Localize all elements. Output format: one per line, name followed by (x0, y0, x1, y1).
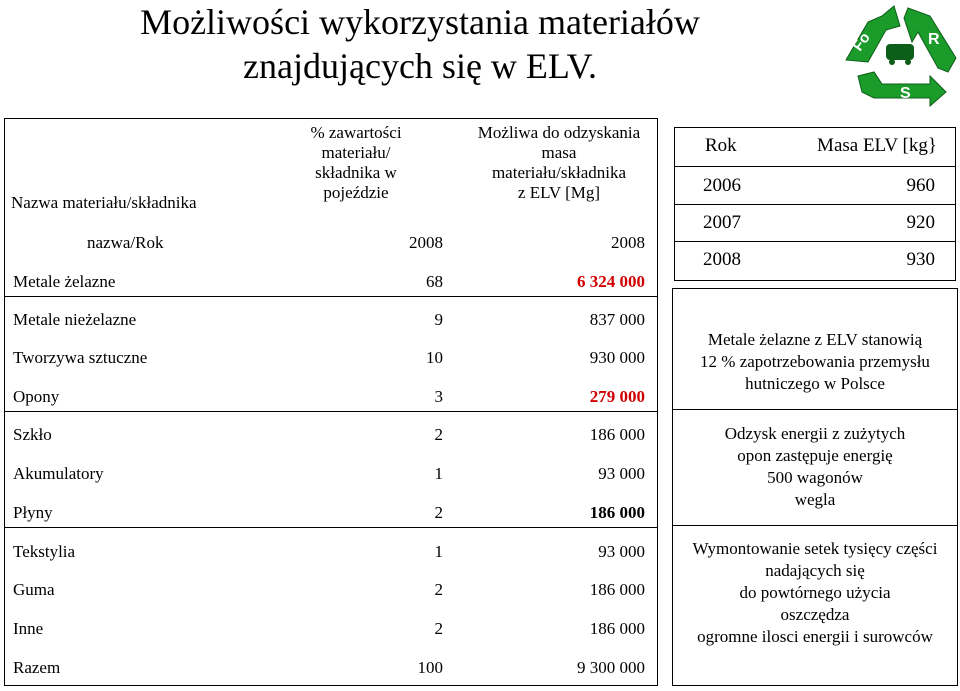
header-recoverable-mass: Możliwa do odzyskania masa materiału/składnika z ELV [Mg] (477, 123, 641, 202)
row-pct: 9 (434, 310, 443, 329)
elv-year: 2008 (703, 249, 741, 270)
car-icon (886, 44, 914, 60)
row-mass: 93 000 (598, 542, 645, 561)
row-mass: 837 000 (589, 310, 645, 329)
row-mass: 9 300 000 (577, 658, 645, 677)
row-pct: 3 (434, 387, 443, 406)
row-pct: 2 (434, 503, 443, 522)
elv-row (675, 205, 955, 241)
elv-mass: 960 (906, 175, 935, 196)
divider (5, 411, 657, 412)
row-name: Razem (13, 658, 61, 677)
divider (675, 166, 955, 167)
row-name: Guma (13, 580, 55, 599)
row-name: Tekstylia (13, 542, 76, 561)
row-name: Akumulatory (13, 464, 104, 483)
row-pct: 2 (434, 425, 443, 444)
fors-recycling-logo (838, 2, 960, 108)
note-ferrous-metals: Metale żelazne z ELV stanowią 12 % zapotrzebowania przemysłu hutniczego w Polsce (700, 330, 930, 393)
row-pct: 68 (426, 272, 443, 291)
row-mass: 930 000 (589, 348, 645, 367)
row-name: Płyny (13, 503, 53, 522)
row-mass: 186 000 (589, 580, 645, 599)
elv-year: 2006 (703, 175, 741, 196)
row-mass: 186 000 (589, 425, 645, 444)
elv-mass-table (674, 127, 956, 281)
row-mass: 279 000 (589, 387, 645, 406)
note-parts-reuse: Wymontowanie setek tysięcy części nadających się do powtórnego użycia oszczędza ogromne ilosci energii i surowców (692, 539, 938, 646)
row-mass: 93 000 (598, 464, 645, 483)
materials-table (4, 118, 658, 686)
note-tire-energy: Odzysk energii z zużytych opon zastępuje energię 500 wagonów wegla (724, 424, 906, 509)
divider (673, 409, 957, 410)
elv-header-row (675, 128, 955, 164)
logo-letter-fo: Fo (849, 29, 874, 55)
row-name: Szkło (13, 425, 52, 444)
logo-letter-r: R (928, 31, 940, 48)
slide-title (0, 0, 840, 88)
subheader-year-mass: 2008 (611, 233, 645, 252)
notes-box (672, 288, 958, 686)
row-pct: 2 (434, 619, 443, 638)
row-name: Metale nieżelazne (13, 310, 137, 329)
header-material-name: Nazwa materiału/składnika (11, 193, 197, 212)
elv-header-mass: Masa ELV [kg} (817, 135, 937, 156)
divider (5, 527, 657, 528)
divider (673, 525, 957, 526)
elv-row (675, 168, 955, 204)
row-pct: 100 (417, 658, 443, 677)
row-pct: 10 (426, 348, 443, 367)
title-line-2: znajdujących się w ELV. (243, 46, 597, 86)
logo-letter-s: S (900, 85, 911, 102)
row-name: Tworzywa sztuczne (13, 348, 148, 367)
subheader-name: nazwa/Rok (87, 233, 164, 252)
row-mass: 6 324 000 (577, 272, 645, 291)
elv-row (675, 242, 955, 278)
elv-mass: 920 (906, 212, 935, 233)
row-name: Opony (13, 387, 60, 406)
row-name: Inne (13, 619, 44, 638)
elv-header-year: Rok (705, 135, 737, 156)
elv-mass: 930 (906, 249, 935, 270)
row-pct: 1 (434, 542, 443, 561)
subheader-year-pct: 2008 (409, 233, 443, 252)
divider (5, 296, 657, 297)
elv-year: 2007 (703, 212, 741, 233)
header-percentage: % zawartości materiału/ składnika w pojeździe (310, 123, 402, 202)
row-name: Metale żelazne (13, 272, 116, 291)
row-pct: 1 (434, 464, 443, 483)
row-mass: 186 000 (589, 619, 645, 638)
row-pct: 2 (434, 580, 443, 599)
title-line-1: Możliwości wykorzystania materiałów (140, 2, 700, 42)
row-mass: 186 000 (589, 503, 645, 522)
